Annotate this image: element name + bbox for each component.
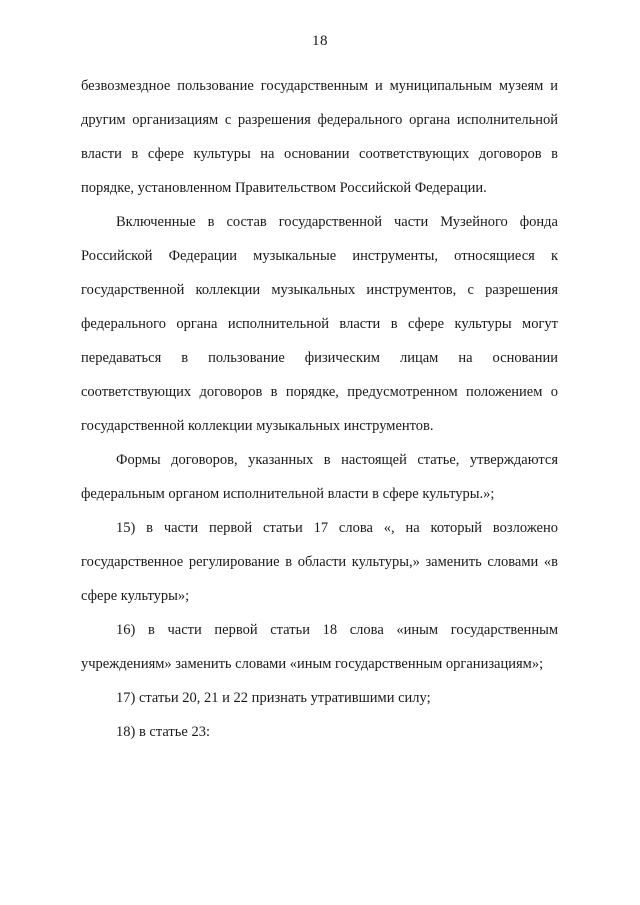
- paragraph-musical-instruments: Включенные в состав государственной части Музейного фонда Российской Федерации музыкальные инструменты, относящиеся к государственной коллекции музыкальных инструментов, с разрешения федерального органа исполнительной власти в сфере культуры могут передаваться в пользование физическим лицам на основании соответствующих договоров в порядке, предусмотренном положением о государственной коллекции музыкальных инструментов.: [81, 214, 558, 434]
- document-body: [81, 69, 558, 749]
- paragraph-contract-forms: Формы договоров, указанных в настоящей статье, утверждаются федеральным органом исполнительной власти в сфере культуры.»;: [81, 452, 558, 502]
- paragraph-continuation: безвозмездное пользование государственным и муниципальным музеям и другим организациям с разрешения федерального органа исполнительной власти в сфере культуры на основании соответствующих договоров в порядке, установленном Правительством Российской Федерации.: [81, 78, 558, 196]
- paragraph-item-16: 16) в части первой статьи 18 слова «иным государственным учреждениям» заменить словами «иным государственным организациям»;: [81, 622, 558, 672]
- page-number: 18: [312, 33, 328, 49]
- paragraph-item-15: 15) в части первой статьи 17 слова «, на который возложено государственное регулирование в области культуры,» заменить словами «в сфере культуры»;: [81, 520, 558, 604]
- paragraph-item-17: 17) статьи 20, 21 и 22 признать утратившими силу;: [116, 690, 431, 706]
- paragraph-item-18: 18) в статье 23:: [116, 724, 210, 740]
